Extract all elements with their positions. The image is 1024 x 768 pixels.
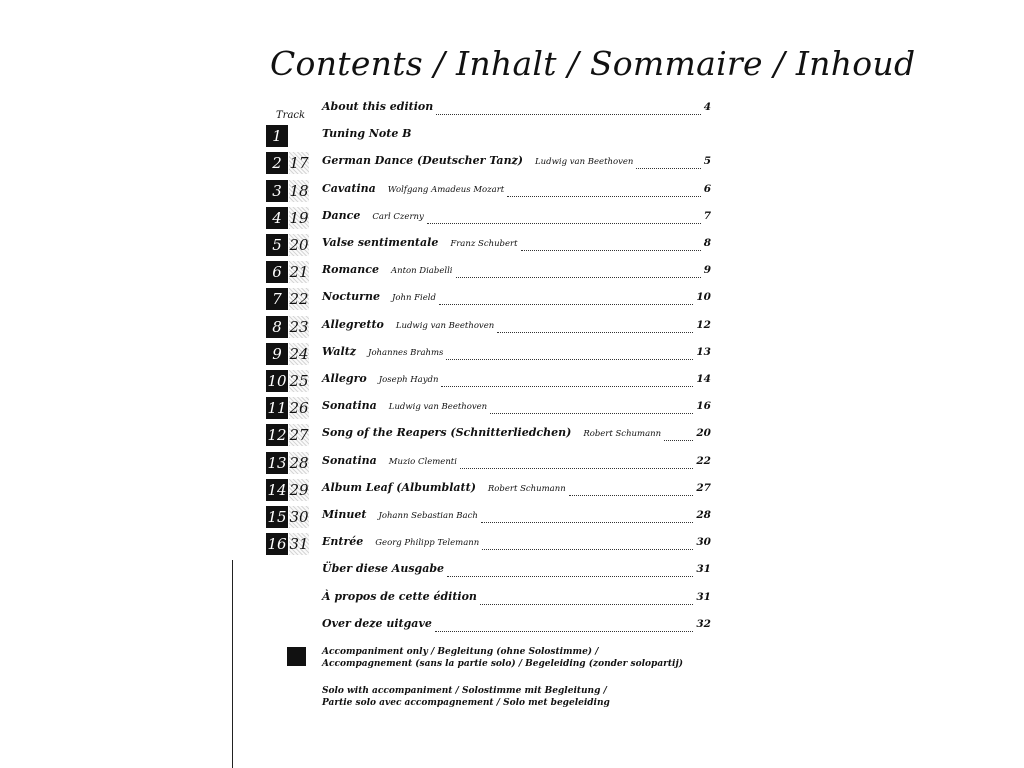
contents-entry: [322, 562, 711, 580]
track-number-solo: 19: [289, 209, 309, 227]
piece-title: Waltz: [322, 345, 357, 358]
piece-title: À propos de cette édition: [322, 590, 477, 603]
contents-row: [0, 508, 1024, 535]
track-number-solo: 25: [289, 372, 309, 390]
contents-row: [0, 562, 1024, 589]
contents-row: [0, 399, 1024, 426]
page-title: Contents / Inhalt / Sommaire / Inhoud: [270, 44, 916, 83]
dot-leader: [482, 548, 693, 550]
dot-leader: [636, 167, 700, 169]
composer-name: Ludwig van Beethoven: [535, 157, 634, 167]
contents-row: [0, 318, 1024, 345]
composer-name: Georg Philipp Telemann: [375, 538, 480, 548]
track-number-solo: 21: [289, 263, 309, 281]
composer-name: Anton Diabelli: [390, 266, 453, 276]
composer-name: Wolfgang Amadeus Mozart: [387, 185, 505, 195]
contents-row: [0, 290, 1024, 317]
track-number-accompaniment: 5: [266, 234, 288, 256]
track-number-solo: 20: [289, 236, 309, 254]
legend-accompaniment-line1: Accompaniment only / Begleitung (ohne Solostimme) /: [322, 647, 599, 657]
track-number-accompaniment: 13: [267, 454, 287, 472]
track-number-solo: 23: [289, 318, 309, 336]
page-number: 5: [703, 155, 711, 167]
page-number: 32: [696, 618, 711, 630]
dot-leader: [497, 331, 693, 333]
contents-entry: [322, 127, 711, 145]
dot-leader: [507, 195, 701, 197]
contents-row: [0, 154, 1024, 181]
track-number-accompaniment: 12: [267, 426, 287, 444]
contents-entry: [322, 454, 711, 472]
piece-title: Entrée: [322, 535, 364, 548]
piece-title: Song of the Reapers (Schnitterliedchen): [322, 426, 572, 439]
piece-title: Minuet: [322, 508, 367, 521]
contents-row: [0, 263, 1024, 290]
contents-entry: [322, 481, 711, 499]
track-number-solo: 27: [289, 426, 309, 444]
track-number-accompaniment: 16: [267, 535, 287, 553]
composer-name: Johannes Brahms: [368, 348, 444, 358]
piece-title: Allegretto: [322, 318, 384, 331]
dot-leader: [446, 358, 693, 360]
page-number: 27: [696, 482, 711, 494]
composer-name: Johann Sebastian Bach: [378, 511, 478, 521]
composer-name: Ludwig van Beethoven: [388, 402, 488, 412]
dot-leader: [490, 412, 693, 414]
legend-accompaniment-line2: Accompagnement (sans la partie solo) / Begeleiding (zonder solopartij): [322, 659, 683, 669]
contents-row: [0, 372, 1024, 399]
legend-solo-line2: Partie solo avec accompagnement / Solo met begeleiding: [322, 698, 610, 708]
track-number-solo: 29: [289, 481, 309, 499]
track-number-accompaniment: 15: [267, 508, 287, 526]
page-number: 14: [696, 373, 711, 385]
page-number: 22: [696, 455, 711, 467]
piece-title: Allegro: [322, 372, 367, 385]
page-number: 7: [703, 210, 711, 222]
contents-row: [0, 100, 1024, 127]
page-number: 8: [703, 237, 711, 249]
contents-entry: [322, 290, 711, 308]
contents-entry: [322, 617, 711, 635]
dot-leader: [427, 222, 701, 224]
contents-row: [0, 617, 1024, 644]
piece-title: Über diese Ausgabe: [322, 562, 445, 575]
track-number-accompaniment: 7: [266, 288, 288, 310]
accompaniment-legend-swatch: [287, 647, 306, 666]
contents-entry: [322, 318, 711, 336]
track-number-solo: 26: [289, 399, 309, 417]
contents-entry: [322, 236, 711, 254]
dot-leader: [435, 630, 694, 632]
track-number-accompaniment: 2: [266, 152, 288, 174]
composer-name: John Field: [391, 293, 436, 303]
page-number: 28: [696, 509, 711, 521]
piece-title: Sonatina: [322, 454, 377, 467]
piece-title: Cavatina: [322, 182, 376, 195]
contents-entry: [322, 209, 711, 227]
track-number-solo: 18: [289, 182, 309, 200]
contents-entry: [322, 426, 711, 444]
composer-name: Robert Schumann: [583, 429, 662, 439]
track-number-accompaniment: 9: [266, 343, 288, 365]
track-number-accompaniment: 10: [267, 372, 287, 390]
piece-title: Nocturne: [322, 290, 380, 303]
composer-name: Joseph Haydn: [378, 375, 439, 385]
piece-title: Tuning Note B: [322, 127, 412, 140]
dot-leader: [460, 467, 693, 469]
contents-entry: [322, 263, 711, 281]
dot-leader: [447, 575, 693, 577]
track-number-solo: 30: [289, 508, 309, 526]
contents-entry: [322, 508, 711, 526]
track-number-solo: 22: [289, 290, 309, 308]
track-number-accompaniment: 14: [267, 481, 287, 499]
contents-entry: [322, 590, 711, 608]
track-number-solo: 17: [289, 154, 309, 172]
dot-leader: [569, 494, 694, 496]
composer-name: Robert Schumann: [487, 484, 566, 494]
legend-solo-line1: Solo with accompaniment / Solostimme mit Begleitung /: [322, 686, 607, 696]
piece-title: Romance: [322, 263, 379, 276]
track-number-solo: 24: [289, 345, 309, 363]
dot-leader: [436, 113, 700, 115]
contents-row: [0, 182, 1024, 209]
page-number: 10: [696, 291, 711, 303]
track-number-accompaniment: 8: [266, 316, 288, 338]
contents-row: [0, 209, 1024, 236]
track-number-accompaniment: 11: [267, 399, 287, 417]
contents-entry: [322, 535, 711, 553]
composer-name: Franz Schubert: [450, 239, 518, 249]
composer-name: Carl Czerny: [372, 212, 424, 222]
track-number-solo: 31: [289, 535, 309, 553]
page-number: 20: [696, 427, 711, 439]
page-number: 30: [696, 536, 711, 548]
contents-row: [0, 426, 1024, 453]
page-number: 16: [696, 400, 711, 412]
dot-leader: [664, 439, 693, 441]
piece-title: About this edition: [322, 100, 434, 113]
dot-leader: [439, 303, 693, 305]
contents-row: [0, 454, 1024, 481]
piece-title: Dance: [322, 209, 361, 222]
contents-row: [0, 481, 1024, 508]
dot-leader: [441, 385, 693, 387]
track-number-accompaniment: 6: [266, 261, 288, 283]
dot-leader: [456, 276, 701, 278]
piece-title: Album Leaf (Albumblatt): [322, 481, 476, 494]
piece-title: Valse sentimentale: [322, 236, 439, 249]
contents-entry: [322, 182, 711, 200]
contents-entry: [322, 372, 711, 390]
track-number-accompaniment: 3: [266, 180, 288, 202]
page-number: 4: [703, 101, 711, 113]
track-column-header: Track: [276, 110, 306, 121]
page-number: 13: [696, 346, 711, 358]
contents-row: [0, 590, 1024, 617]
contents-row: [0, 535, 1024, 562]
contents-row: [0, 127, 1024, 154]
track-number-solo: 28: [289, 454, 309, 472]
contents-entry: [322, 399, 711, 417]
contents-entry: [322, 154, 711, 172]
track-number-accompaniment: 1: [266, 125, 288, 147]
contents-row: [0, 345, 1024, 372]
contents-entry: [322, 100, 711, 118]
page-number: 9: [703, 264, 711, 276]
page-number: 12: [696, 319, 711, 331]
piece-title: Over deze uitgave: [322, 617, 432, 630]
dot-leader: [481, 521, 694, 523]
dot-leader: [480, 603, 693, 605]
composer-name: Muzio Clementi: [388, 457, 457, 467]
page-number: 6: [703, 183, 711, 195]
composer-name: Ludwig van Beethoven: [395, 321, 495, 331]
track-number-accompaniment: 4: [266, 207, 288, 229]
contents-entry: [322, 345, 711, 363]
dot-leader: [521, 249, 701, 251]
page-number: 31: [696, 563, 711, 575]
piece-title: Sonatina: [322, 399, 377, 412]
contents-row: [0, 236, 1024, 263]
piece-title: German Dance (Deutscher Tanz): [322, 154, 524, 167]
page-number: 31: [696, 591, 711, 603]
